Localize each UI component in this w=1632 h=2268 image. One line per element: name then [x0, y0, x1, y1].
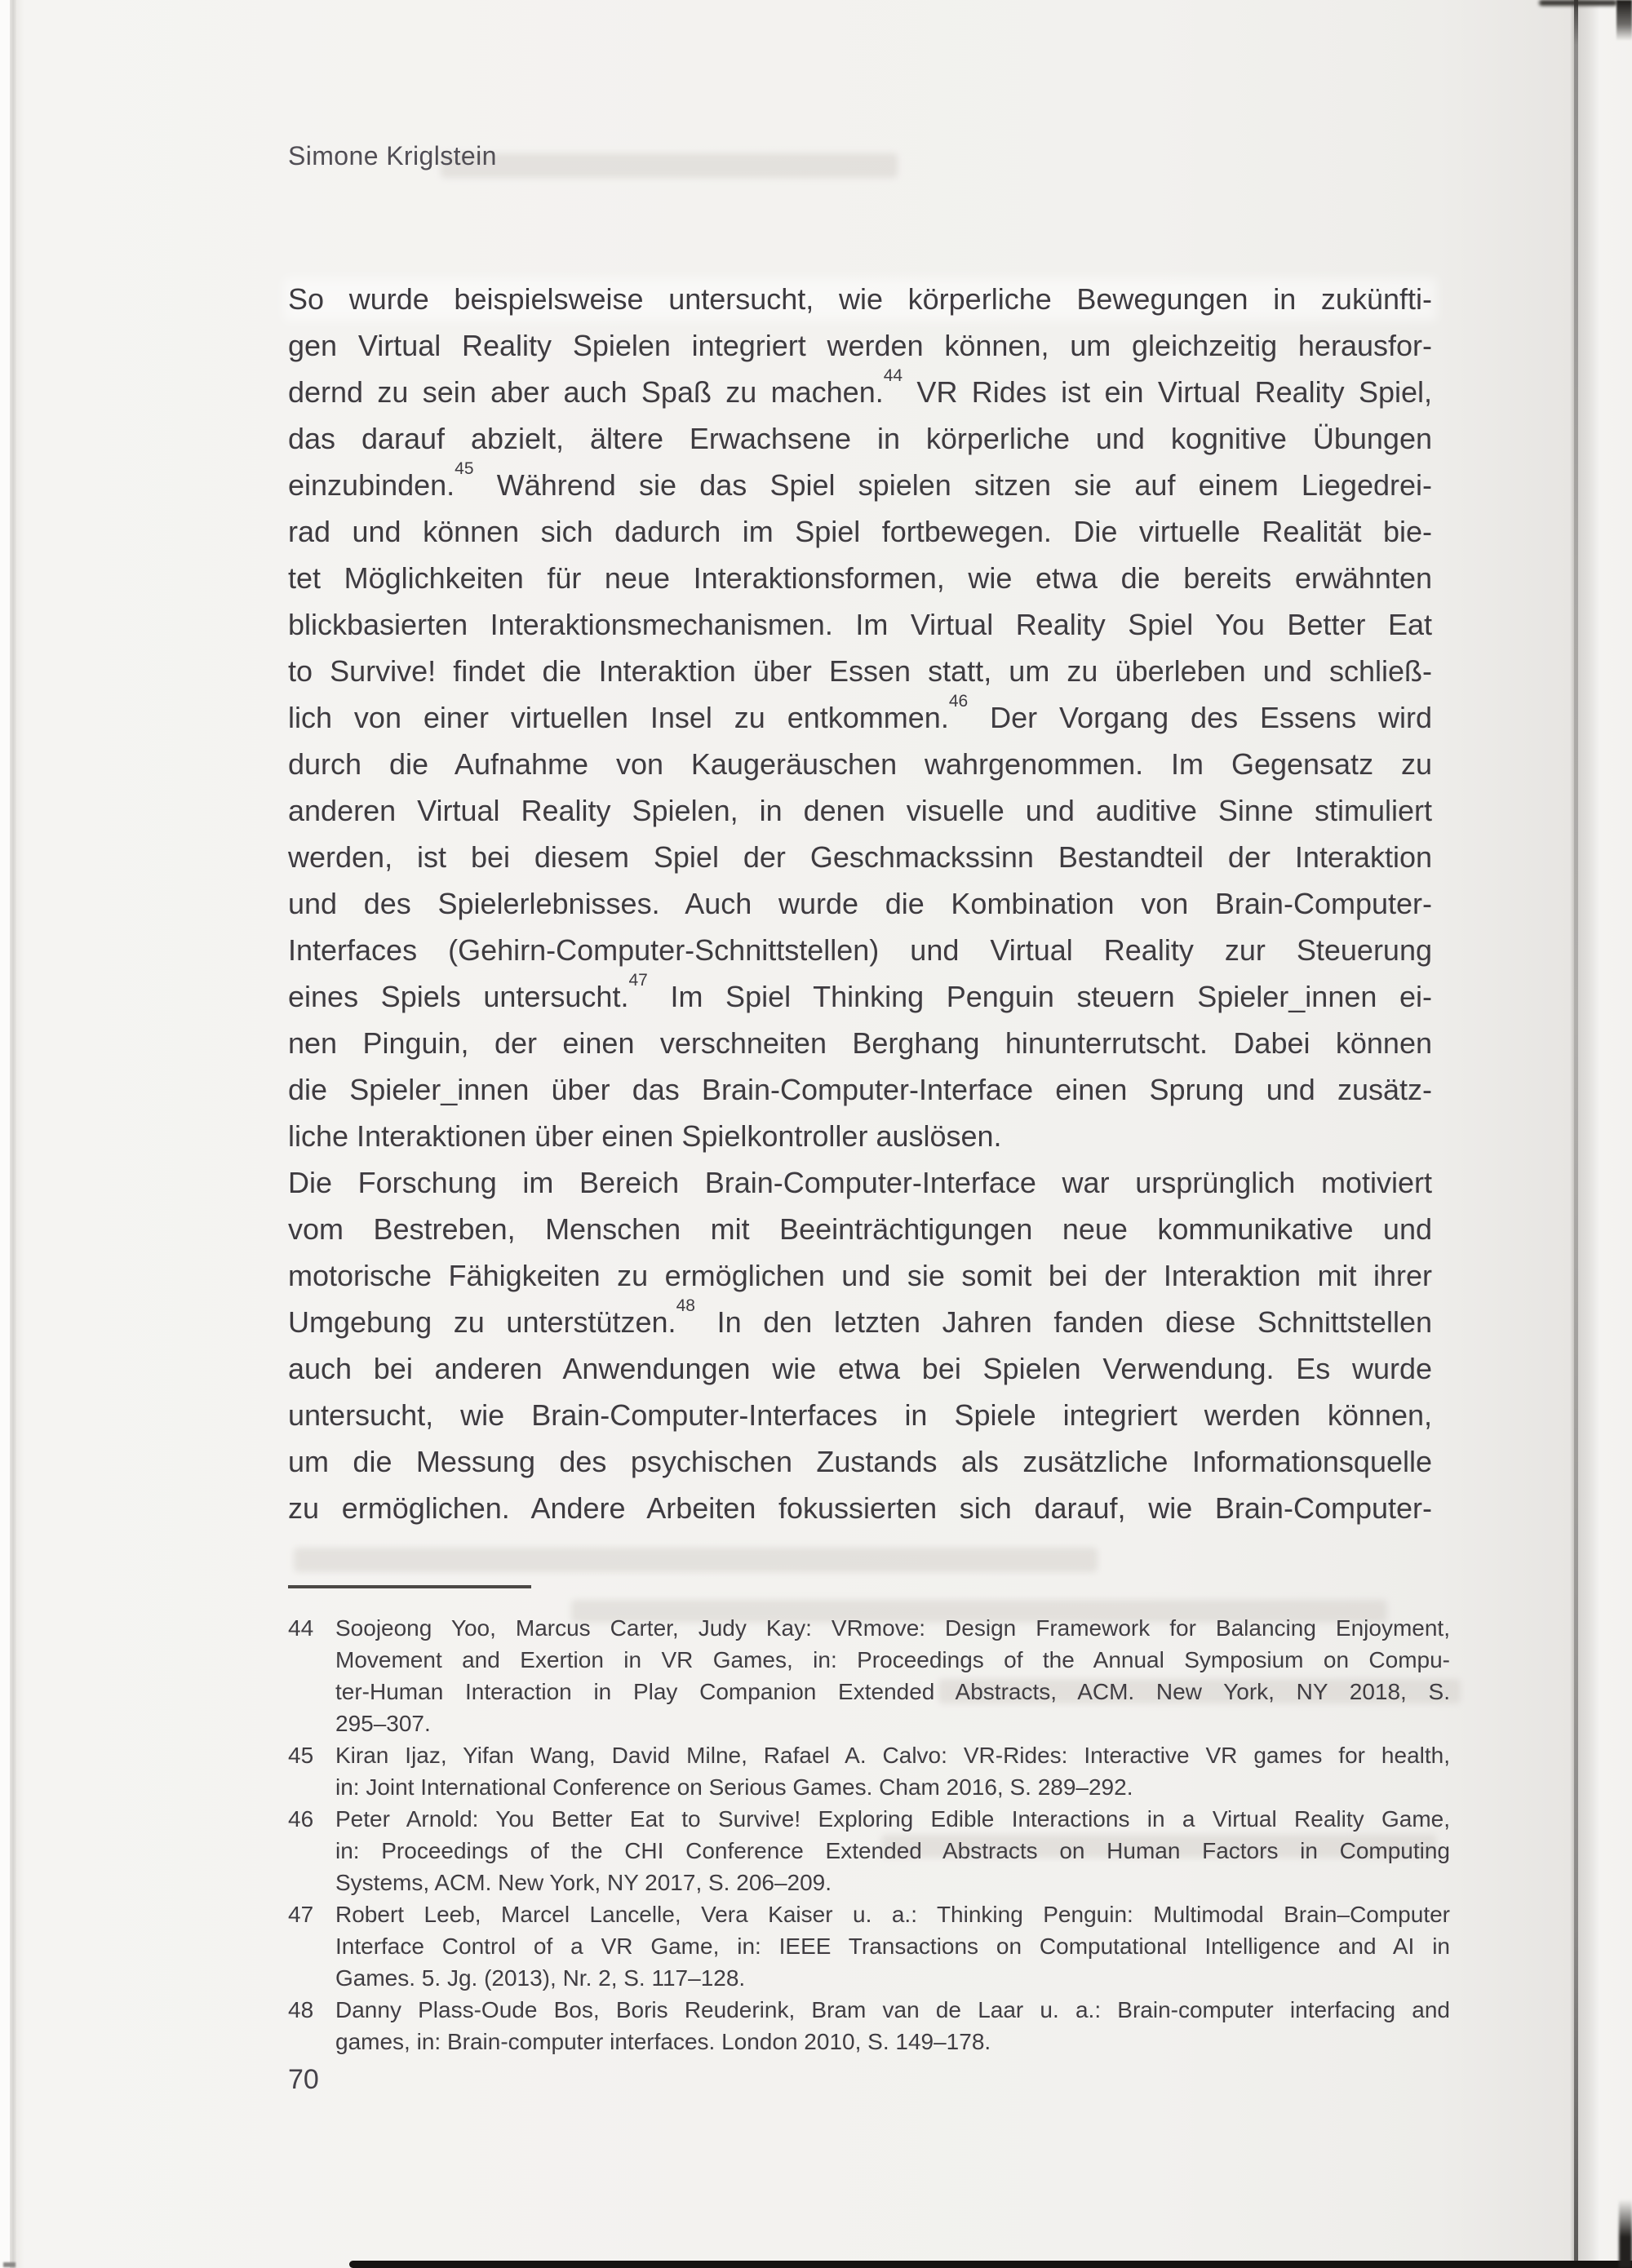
body-line: Interfaces (Gehirn-Computer-Schnittstellen) und Virtual Reality zur Steuerung — [288, 933, 1432, 967]
body-line: nen Pinguin, der einen verschneiten Berghang hinunterrutscht. Dabei können — [288, 1026, 1432, 1060]
footnote-number: 47 — [288, 1902, 314, 1927]
scan-dark-corner-top-right — [1616, 0, 1632, 41]
footnotes-list — [288, 1612, 1450, 2058]
footnote-line: games, in: Brain-computer interfaces. London 2010, S. 149–178. — [335, 2029, 991, 2054]
body-text — [288, 276, 1432, 1531]
body-line: lich von einer virtuellen Insel zu entkommen.$^{46}$ Der Vorgang des Essens wird — [288, 692, 1432, 734]
body-line: to Survive! findet die Interaktion über Essen statt, um zu überleben und schließ- — [288, 654, 1432, 688]
footnote-line: Interface Control of a VR Game, in: IEEE Transactions on Computational Intelligence and AI in — [335, 1934, 1450, 1959]
body-line: liche Interaktionen über einen Spielkontroller auslösen. — [288, 1119, 1002, 1153]
body-line: vom Bestreben, Menschen mit Beeinträchtigungen neue kommunikative und — [288, 1212, 1432, 1246]
scan-dark-streak-top — [1539, 0, 1617, 6]
scan-left-edge-line — [10, 0, 16, 2268]
body-line: motorische Fähigkeiten zu ermöglichen und sie somit bei der Interaktion mit ihrer — [288, 1259, 1432, 1292]
adjacent-page-edge — [1578, 0, 1599, 2268]
footnote-number: 44 — [288, 1615, 314, 1641]
footnote-first-line: 45 Kiran Ijaz, Yifan Wang, David Milne, Rafael A. Calvo: VR-Rides: Interactive VR games for health, — [288, 1739, 1450, 1771]
body-line: anderen Virtual Reality Spielen, in denen visuelle und auditive Sinne stimuliert — [288, 794, 1432, 827]
footnote-separator — [288, 1585, 531, 1588]
scan-left-edge-shade — [16, 0, 24, 2268]
body-line: tet Möglichkeiten für neue Interaktionsformen, wie etwa die bereits erwähnten — [288, 561, 1432, 595]
body-line: gen Virtual Reality Spielen integriert werden können, um gleichzeitig herausfor- — [288, 329, 1432, 362]
body-line: rad und können sich dadurch im Spiel fortbewegen. Die virtuelle Realität bie- — [288, 515, 1432, 548]
body-line: untersucht, wie Brain-Computer-Interfaces in Spiele integriert werden können, — [288, 1398, 1432, 1432]
body-line: einzubinden.$^{45}$ Während sie das Spiel spielen sitzen sie auf einem Liegedrei- — [288, 459, 1432, 502]
body-line: blickbasierten Interaktionsmechanismen. Im Virtual Reality Spiel You Better Eat — [288, 608, 1432, 641]
footnote-marker: 47 — [628, 971, 648, 990]
body-line: dernd zu sein aber auch Spaß zu machen.$^{44}$ VR Rides ist ein Virtual Reality Spiel, — [288, 366, 1432, 409]
footnote-number: 48 — [288, 1997, 314, 2022]
body-line: werden, ist bei diesem Spiel der Geschmackssinn Bestandteil der Interaktion — [288, 840, 1432, 874]
body-line: auch bei anderen Anwendungen wie etwa bei Spielen Verwendung. Es wurde — [288, 1352, 1432, 1385]
showthrough-ghost — [441, 153, 898, 178]
showthrough-ghost — [294, 1548, 1098, 1572]
body-line: Die Forschung im Bereich Brain-Computer-Interface war ursprünglich motiviert — [288, 1166, 1432, 1199]
footnote-first-line: 46 Peter Arnold: You Better Eat to Survive! Exploring Edible Interactions in a Virtual Reality Game, — [288, 1803, 1450, 1835]
footnote-line: Games. 5. Jg. (2013), Nr. 2, S. 117–128. — [335, 1965, 746, 1991]
scan-dark-edge-bottom — [349, 2261, 1632, 2268]
scan-speck-bottom-left — [3, 2262, 16, 2267]
body-line: So wurde beispielsweise untersucht, wie körperliche Bewegungen in zukünfti- — [288, 282, 1432, 316]
footnote-line: Systems, ACM. New York, NY 2017, S. 206–209. — [335, 1870, 832, 1895]
body-line: durch die Aufnahme von Kaugeräuschen wahrgenommen. Im Gegensatz zu — [288, 747, 1432, 781]
footnote-line: in: Joint International Conference on Serious Games. Cham 2016, S. 289–292. — [335, 1774, 1133, 1800]
footnote-line: Movement and Exertion in VR Games, in: Proceedings of the Annual Symposium on Compu- — [335, 1647, 1450, 1672]
footnote-number: 45 — [288, 1743, 314, 1768]
footnote-first-line: 44 Soojeong Yoo, Marcus Carter, Judy Kay: VRmove: Design Framework for Balancing Enjoyment, — [288, 1612, 1450, 1644]
footnote-marker: 45 — [455, 459, 474, 478]
footnote-number: 46 — [288, 1806, 314, 1832]
scan-dark-corner-bottom-right — [1619, 2199, 1632, 2268]
footnote-first-line: 47 Robert Leeb, Marcel Lancelle, Vera Kaiser u. a.: Thinking Penguin: Multimodal Brain–Computer — [288, 1898, 1450, 1930]
footnote-first-line: 48 Danny Plass-Oude Bos, Boris Reuderink, Bram van de Laar u. a.: Brain-computer interfacing and — [288, 1994, 1450, 2026]
page-author: Simone Kriglstein — [288, 141, 497, 171]
footnote-marker: 46 — [948, 692, 969, 711]
body-line: das darauf abzielt, ältere Erwachsene in körperliche und kognitive Übungen — [288, 422, 1432, 455]
footnote-marker: 48 — [676, 1296, 695, 1315]
footnote-line: 295–307. — [335, 1711, 431, 1736]
footnote-line: ter-Human Interaction in Play Companion Extended Abstracts, ACM. New York, NY 2018, S. — [335, 1679, 1450, 1704]
page-number: 70 — [288, 2064, 319, 2095]
body-line: zu ermöglichen. Andere Arbeiten fokussierten sich darauf, wie Brain-Computer- — [288, 1491, 1432, 1525]
scan-left-edge — [0, 0, 10, 2268]
body-line: Umgebung zu unterstützen.$^{48}$ In den letzten Jahren fanden diese Schnittstellen — [288, 1296, 1432, 1339]
book-gutter-fold — [1574, 0, 1578, 2268]
body-line: die Spieler_innen über das Brain-Computer-Interface einen Sprung und zusätz- — [288, 1073, 1432, 1106]
body-line: eines Spiels untersucht.$^{47}$ Im Spiel Thinking Penguin steuern Spieler_innen ei- — [288, 971, 1433, 1013]
footnote-line: in: Proceedings of the CHI Conference Extended Abstracts on Human Factors in Computing — [335, 1838, 1450, 1863]
body-line: und des Spielerlebnisses. Auch wurde die Kombination von Brain-Computer- — [288, 887, 1432, 920]
body-line: um die Messung des psychischen Zustands als zusätzliche Informationsquelle — [288, 1445, 1432, 1478]
footnote-marker: 44 — [883, 366, 903, 385]
